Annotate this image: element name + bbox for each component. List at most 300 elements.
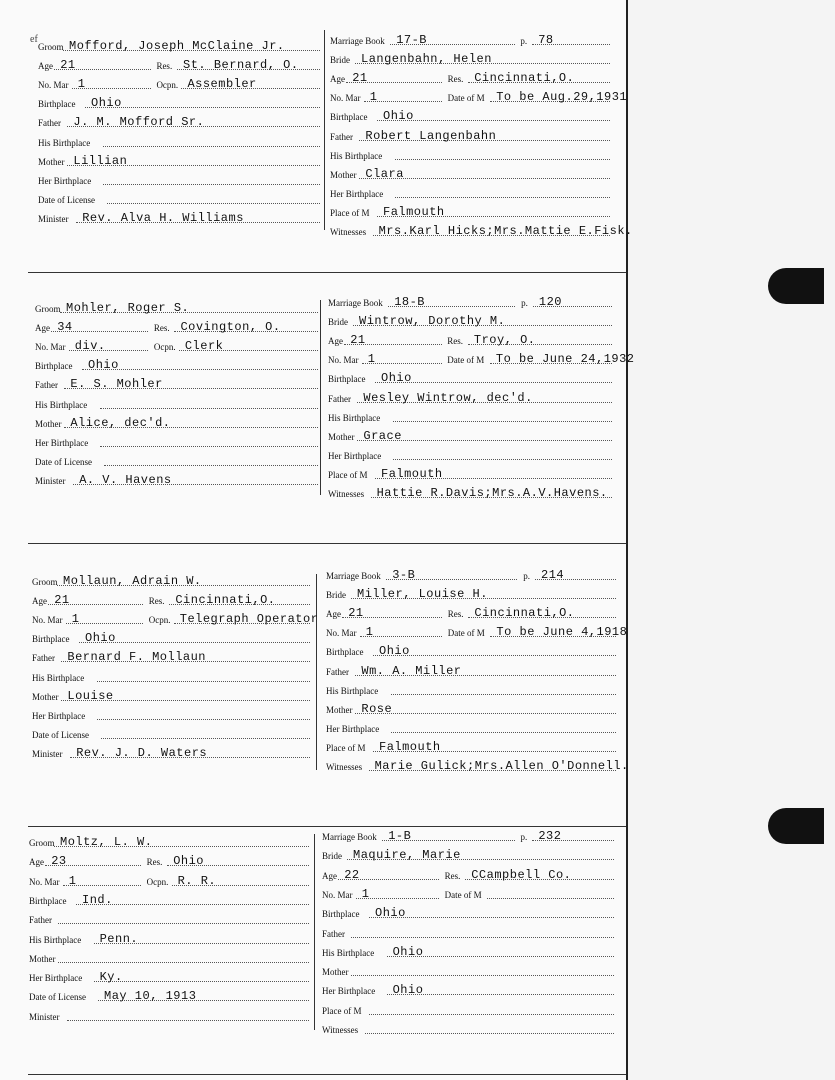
mother-label: Mother [330,169,357,180]
groom-row [35,415,318,431]
age-label: Age [38,61,53,72]
fill-line [395,159,610,160]
fill-line [393,421,612,422]
father-label: Father [326,666,349,677]
bride-res-value: Cincinnati,O. [474,606,575,621]
her-birthplace-label: Her Birthplace [330,188,384,199]
bride-row [326,739,616,755]
bride-row [328,428,612,444]
page-value: 214 [541,568,565,582]
minister-label: Minister [38,213,69,224]
page-value: 120 [538,295,563,309]
bride-row [330,89,628,105]
bride-row [328,447,612,463]
binder-hole-icon [768,268,824,304]
fill-line [97,719,310,720]
date-of-m-label: Date of M [447,628,485,639]
groom-row [35,396,318,412]
mother-label: Mother [322,967,349,978]
groom-row [35,376,318,392]
age-value: 21 [54,593,70,608]
bride-row [322,828,614,844]
page-value: 232 [538,829,562,843]
age-label: Age [32,596,47,607]
date-of-m-value: To be June 24,1932 [495,352,635,367]
bride-birthplace-value: Ohio [379,644,410,659]
bride-value: Miller, Louise H. [357,587,488,602]
place-of-m-label: Place of M [330,207,370,218]
groom-row [29,892,309,908]
fill-line [97,681,310,682]
birthplace-label: Birthplace [326,647,364,658]
bride-row [328,466,612,482]
witnesses-label: Witnesses [322,1025,359,1035]
groom-row [32,688,310,704]
groom-row [29,931,309,947]
bride-row [328,313,612,329]
her-birthplace-label: Her Birthplace [328,450,382,461]
bride-row [322,847,614,863]
page-margin [628,0,835,1080]
bride-row [328,332,612,348]
witnesses-value: Hattie R.Davis;Mrs.A.V.Havens. [376,486,608,500]
witnesses-label: Witnesses [326,762,363,772]
book-value: 18-B [394,295,425,309]
minister-label: Minister [29,1011,60,1022]
ocpn-value: R. R. [177,873,217,888]
bride-mother-value: Grace [363,428,402,443]
bride-father-value: Wesley Wintrow, dec'd. [363,390,533,405]
ocpn-value: Assembler [187,77,257,92]
mother-label: Mother [38,156,65,167]
groom-row [29,969,309,985]
bride-label: Bride [326,590,346,601]
bride-label: Bride [322,851,342,862]
groom-row [35,319,318,335]
minister-value: A. V. Havens [79,472,172,487]
no-mar-label: No. Mar [32,615,63,626]
age-label: Age [29,857,44,868]
groom-row [32,611,319,627]
p-label: p. [523,571,530,581]
bride-row [326,567,616,583]
res-label: Res. [156,61,173,72]
her-birthplace-label: Her Birthplace [29,973,83,984]
bride-row [330,204,610,220]
bride-res-value: CCampbell Co. [471,867,572,882]
no-mar-value: 1 [68,873,77,888]
minister-value: Rev. Alva H. Williams [82,210,244,225]
minister-value: Rev. J. D. Waters [76,745,208,760]
father-label: Father [330,131,353,142]
father-value: J. M. Mofford Sr. [73,115,205,130]
groom-row [35,453,318,469]
groom-value: Moltz, L. W. [60,835,153,849]
bride-mother-value: Rose [361,701,393,716]
binder-hole-icon [768,808,824,844]
bride-row [322,925,614,941]
record-separator [28,272,626,273]
bride-value: Langenbahn, Helen [361,52,492,67]
groom-row [29,911,309,927]
no-mar-label: No. Mar [326,628,357,639]
place-of-m-value: Falmouth [381,466,443,481]
birthplace-value: Ohio [88,358,119,373]
bride-row [328,294,612,310]
no-mar-label: No. Mar [328,355,359,366]
fill-line [393,459,612,460]
column-divider [316,574,317,770]
age-label: Age [35,323,50,334]
record-separator [28,826,626,827]
fill-line [103,146,320,147]
birthplace-label: Birthplace [322,909,360,920]
minister-label: Minister [35,475,66,486]
ocpn-label: Ocpn. [148,615,171,626]
bride-row [322,905,614,921]
his-birthplace-label: His Birthplace [35,399,88,410]
groom-row [35,357,318,373]
bride-label: Bride [330,55,350,66]
groom-row [32,707,310,723]
bride-row [328,390,612,406]
his-birthplace-label: His Birthplace [326,685,379,696]
date-of-m-label: Date of M [447,355,485,366]
date-of-license-label: Date of License [32,729,89,740]
bride-no-mar-value: 1 [369,90,378,105]
fill-line [104,465,318,466]
his-birthplace-label: His Birthplace [322,947,375,958]
bride-row [326,758,629,774]
bride-row [330,128,610,144]
bride-mother-value: Clara [365,166,404,181]
bride-row [330,108,610,124]
groom-value: Mollaun, Adrain W. [63,574,202,588]
groom-row [32,669,310,685]
page-value: 78 [538,33,554,47]
record-separator [28,543,626,544]
no-mar-value: 1 [71,612,80,627]
p-label: p. [520,36,528,46]
fill-line [101,738,310,739]
groom-row [32,726,310,742]
record-separator [28,1074,626,1075]
bride-value: Maquire, Marie [353,848,461,863]
marriage-book-label: Marriage Book [330,36,385,46]
groom-row [32,649,310,665]
groom-row [38,134,320,150]
bride-res-value: Troy, O. [473,333,536,348]
fill-line [100,446,318,447]
no-mar-label: No. Mar [322,889,353,900]
bride-birthplace-value: Ohio [381,371,412,386]
groom-row [38,172,320,188]
p-label: p. [520,832,528,842]
groom-row [29,1008,309,1024]
father-label: Father [35,380,58,391]
bride-age-value: 21 [350,333,366,348]
bride-row [322,886,614,902]
groom-row [35,472,318,488]
ocpn-value: Telegraph Operator [179,612,319,627]
bride-row [330,147,610,163]
father-label: Father [38,118,61,129]
mother-value: Lillian [73,153,128,168]
groom-label: Groom [35,304,61,314]
birthplace-label: Birthplace [35,361,73,372]
bride-row [322,867,614,883]
age-value: 21 [60,58,76,73]
groom-row [32,630,310,646]
no-mar-label: No. Mar [29,876,60,887]
groom-row [38,38,320,54]
fill-line [67,1020,309,1021]
place-of-m-label: Place of M [326,742,366,753]
groom-label: Groom [29,838,55,848]
marriage-book-label: Marriage Book [328,298,383,308]
date-of-m-value: To be June 4,1918 [496,625,628,640]
bride-row [326,586,616,602]
bride-row [322,982,614,998]
book-value: 3-B [392,568,416,582]
fill-line [58,962,309,963]
her-birthplace-label: Her Birthplace [322,986,376,997]
ocpn-label: Ocpn. [146,876,169,887]
column-divider [324,30,325,230]
res-label: Res. [148,596,165,607]
groom-row [38,95,320,111]
bride-father-value: Robert Langenbahn [365,128,497,143]
father-label: Father [322,928,345,939]
bride-row [328,409,612,425]
groom-row [29,950,309,966]
mother-label: Mother [328,431,355,442]
page-edge [626,0,628,1080]
res-value: Covington, O. [180,320,281,335]
groom-row [38,114,320,130]
no-mar-label: No. Mar [35,342,66,353]
mother-label: Mother [326,704,353,715]
res-label: Res. [447,336,464,347]
groom-row [32,573,310,589]
age-label: Age [328,336,343,347]
groom-row [32,745,310,761]
place-of-m-label: Place of M [322,1005,362,1016]
bride-no-mar-value: 1 [367,352,376,367]
fill-line [351,975,614,976]
fill-line [365,1033,614,1034]
father-label: Father [29,915,52,926]
column-divider [320,300,321,495]
bride-her-birthplace-value: Ohio [392,983,424,998]
birthplace-value: Ind. [82,892,113,907]
age-value: 34 [57,320,73,335]
bride-row [330,166,610,182]
groom-row [35,338,318,354]
groom-label: Groom [32,577,58,587]
p-label: p. [521,298,528,308]
bride-label: Bride [328,317,348,328]
fill-line [107,203,320,204]
age-label: Age [326,609,341,620]
fill-line [487,898,614,899]
groom-label: Groom [38,42,64,52]
bride-no-mar-value: 1 [361,886,370,901]
mother-label: Mother [35,418,62,429]
no-mar-label: No. Mar [38,80,69,91]
his-birthplace-label: His Birthplace [330,150,383,161]
bride-row [326,682,616,698]
groom-row [29,853,309,869]
date-of-license-value: May 10, 1913 [104,989,197,1004]
res-label: Res. [447,609,464,620]
bride-row [322,944,614,960]
bride-father-value: Wm. A. Miller [361,663,462,678]
groom-row [32,592,310,608]
bride-row [330,32,610,48]
groom-row [29,834,309,850]
bride-row [326,624,628,640]
his-birthplace-label: His Birthplace [38,137,91,148]
bride-row [322,963,614,979]
ocpn-label: Ocpn. [156,80,179,91]
fill-line [369,1014,614,1015]
res-label: Res. [153,323,170,334]
birthplace-label: Birthplace [328,374,366,385]
bride-birthplace-value: Ohio [375,906,406,921]
groom-row [29,873,309,889]
bride-value: Wintrow, Dorothy M. [359,314,506,329]
res-label: Res. [444,870,461,881]
groom-row [38,153,320,169]
bride-row [326,720,616,736]
groom-row [38,76,320,92]
no-mar-label: No. Mar [330,93,361,104]
birthplace-label: Birthplace [29,895,67,906]
res-label: Res. [146,857,163,868]
ocpn-label: Ocpn. [153,342,176,353]
his-birthplace-value: Penn. [99,931,139,946]
date-of-license-label: Date of License [35,456,92,467]
ocpn-value: Clerk [184,339,224,354]
fill-line [100,408,318,409]
her-birthplace-label: Her Birthplace [326,723,380,734]
his-birthplace-label: His Birthplace [29,934,82,945]
birthplace-value: Ohio [85,631,116,646]
mother-value: Louise [67,688,114,703]
date-of-m-value: To be Aug.29,1931 [496,90,628,105]
witnesses-label: Witnesses [328,489,365,499]
bride-row [328,370,612,386]
her-birthplace-label: Her Birthplace [38,175,92,186]
minister-label: Minister [32,748,63,759]
his-birthplace-label: His Birthplace [32,672,85,683]
date-of-m-label: Date of M [444,889,482,900]
birthplace-value: Ohio [91,96,122,111]
bride-row [322,1021,614,1037]
groom-row [35,434,318,450]
res-label: Res. [447,74,464,85]
no-mar-value: div. [74,339,106,354]
bride-row [326,643,616,659]
father-value: Bernard F. Mollaun [67,650,207,665]
bride-row [326,605,616,621]
bride-row [330,185,610,201]
his-birthplace-label: His Birthplace [328,412,381,423]
fill-line [103,184,320,185]
fill-line [58,923,309,924]
bride-row [328,351,635,367]
place-of-m-value: Falmouth [383,204,445,219]
age-label: Age [330,74,345,85]
her-birthplace-label: Her Birthplace [35,437,89,448]
groom-row [38,191,320,207]
fill-line [395,197,610,198]
bride-row [330,51,610,67]
groom-row [38,210,320,226]
father-label: Father [328,393,351,404]
bride-age-value: 21 [352,71,368,86]
bride-row [330,70,610,86]
bride-no-mar-value: 1 [365,625,374,640]
her-birthplace-value: Ky. [99,970,123,985]
fill-line [391,694,616,695]
father-value: E. S. Mohler [70,377,163,392]
mother-value: Alice, dec'd. [70,415,171,430]
groom-row [38,57,320,73]
her-birthplace-label: Her Birthplace [32,710,86,721]
date-of-m-label: Date of M [447,93,485,104]
birthplace-label: Birthplace [38,99,76,110]
column-divider [314,834,315,1030]
marriage-book-label: Marriage Book [322,832,377,842]
bride-birthplace-value: Ohio [383,109,414,124]
groom-value: Mohler, Roger S. [66,301,190,315]
witnesses-label: Witnesses [330,227,367,237]
fill-line [391,732,616,733]
res-value: Ohio [173,854,204,869]
mother-label: Mother [32,691,59,702]
book-value: 17-B [396,33,427,47]
bride-age-value: 22 [344,867,360,882]
bride-row [326,701,616,717]
bride-age-value: 21 [348,606,364,621]
date-of-license-label: Date of License [29,992,86,1003]
witnesses-value: Mrs.Karl Hicks;Mrs.Mattie E.Fisk. [378,224,633,238]
res-value: Cincinnati,O. [175,593,276,608]
date-of-license-label: Date of License [38,194,95,205]
birthplace-label: Birthplace [32,634,70,645]
res-value: St. Bernard, O. [183,58,299,73]
fill-line [94,981,309,982]
place-of-m-label: Place of M [328,469,368,480]
bride-row [326,663,616,679]
groom-value: Mofford, Joseph McClaine Jr. [69,39,285,53]
place-of-m-value: Falmouth [379,739,441,754]
mother-label: Mother [29,953,56,964]
bride-row [328,485,612,501]
groom-row [29,988,309,1004]
marriage-book-label: Marriage Book [326,571,381,581]
corner-mark: ef [30,34,38,45]
fill-line [355,713,616,714]
book-value: 1-B [388,829,412,843]
groom-row [35,300,318,316]
no-mar-value: 1 [77,77,86,92]
birthplace-label: Birthplace [330,112,368,123]
age-label: Age [322,870,337,881]
bride-res-value: Cincinnati,O. [474,71,575,86]
